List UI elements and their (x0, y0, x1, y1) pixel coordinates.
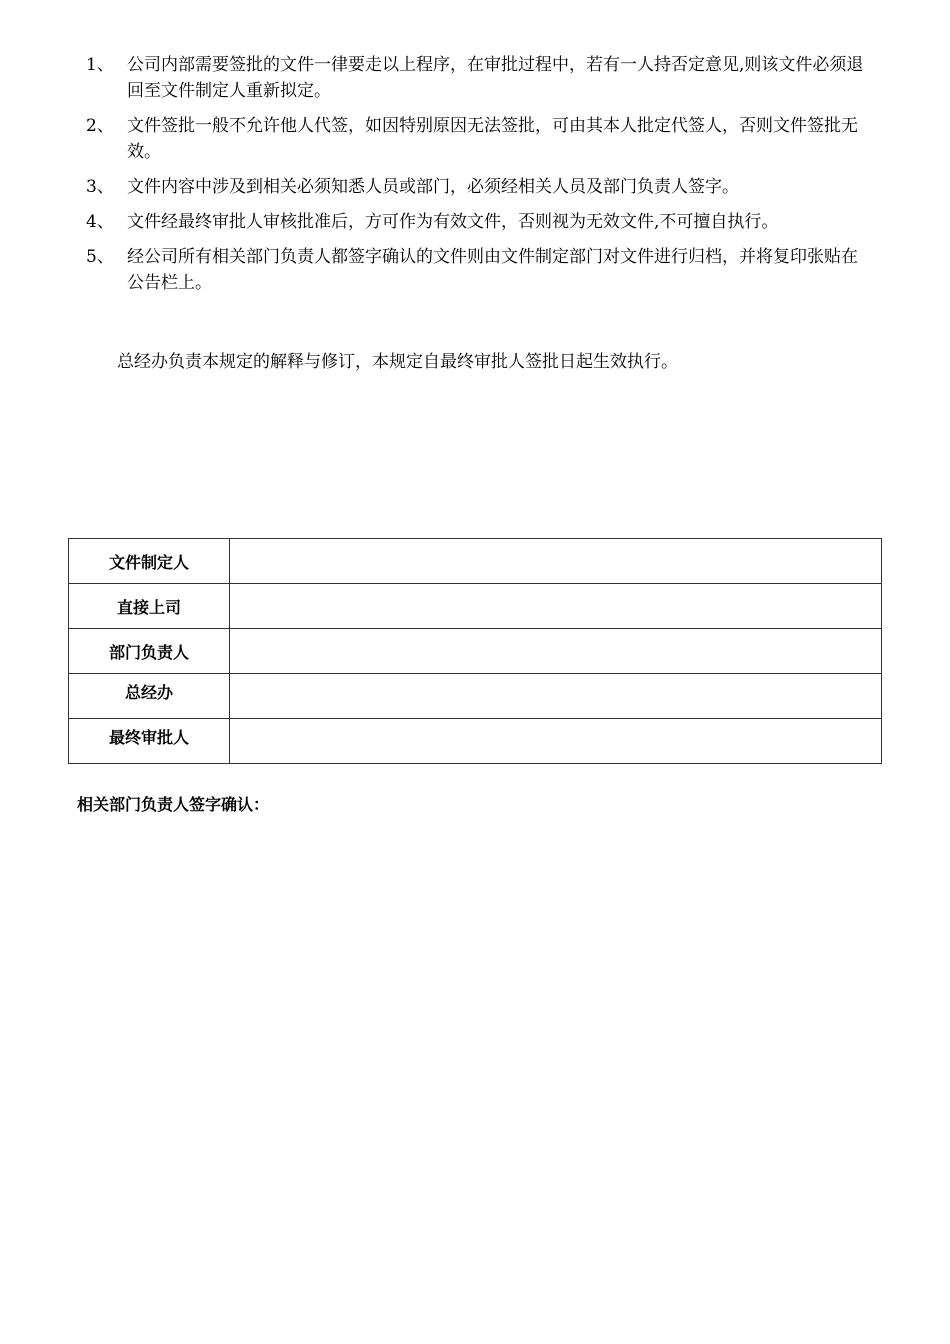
rule-number: 5、 (86, 247, 114, 267)
row-label: 最终审批人 (69, 719, 230, 764)
rule-item (0, 52, 950, 104)
rule-number: 4、 (86, 212, 114, 232)
signature-field[interactable] (230, 674, 882, 719)
signature-table (68, 538, 882, 764)
rule-item (0, 174, 950, 200)
rule-number: 2、 (86, 116, 114, 136)
signature-field[interactable] (230, 629, 882, 674)
signature-field[interactable] (230, 539, 882, 584)
row-label: 直接上司 (69, 584, 230, 629)
row-label: 文件制定人 (69, 539, 230, 584)
table-row (69, 674, 882, 719)
rule-text: 文件内容中涉及到相关必须知悉人员或部门，必须经相关人员及部门负责人签字。 (127, 177, 739, 197)
rule-text: 文件签批一般不允许他人代签，如因特别原因无法签批，可由其本人批定代签人，否则文件签批无效。 (127, 116, 858, 162)
rule-text: 文件经最终审批人审核批准后，方可作为有效文件，否则视为无效文件,不可擅自执行。 (127, 212, 779, 232)
row-label: 部门负责人 (69, 629, 230, 674)
table-row (69, 629, 882, 674)
rule-text: 公司内部需要签批的文件一律要走以上程序，在审批过程中，若有一人持否定意见,则该文件必须退回至文件制定人重新拟定。 (127, 55, 864, 101)
confirm-label: 相关部门负责人签字确认： (77, 795, 270, 814)
rules-list (0, 52, 950, 305)
rule-text: 经公司所有相关部门负责人都签字确认的文件则由文件制定部门对文件进行归档，并将复印张贴在公告栏上。 (127, 247, 858, 293)
row-label: 总经办 (69, 674, 230, 719)
signature-field[interactable] (230, 584, 882, 629)
rule-number: 1、 (86, 55, 114, 75)
rule-item (0, 209, 950, 235)
table-row (69, 584, 882, 629)
closing-statement: 总经办负责本规定的解释与修订，本规定自最终审批人签批日起生效执行。 (117, 352, 678, 372)
table-row (69, 719, 882, 764)
rule-item (0, 113, 950, 165)
rule-number: 3、 (86, 177, 114, 197)
rule-item (0, 244, 950, 296)
table-row (69, 539, 882, 584)
signature-field[interactable] (230, 719, 882, 764)
